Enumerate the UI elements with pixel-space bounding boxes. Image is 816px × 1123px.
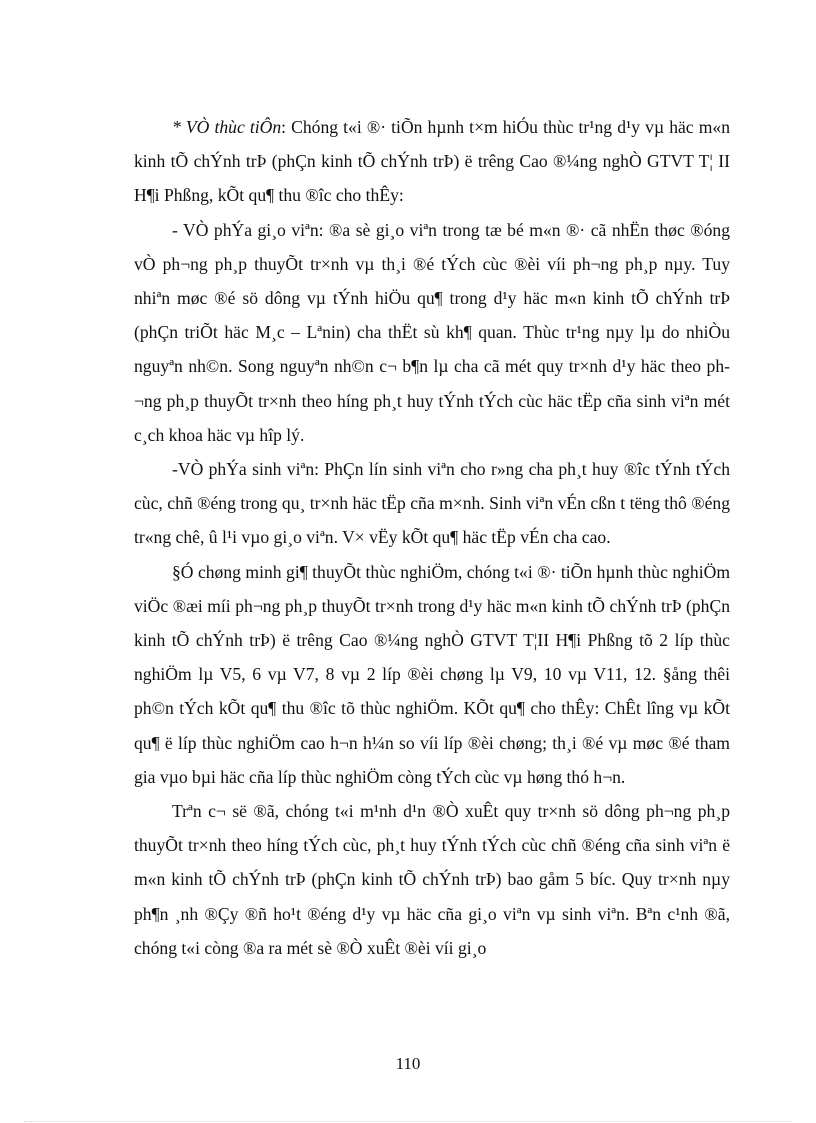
- paragraph-conclusion: Trªn c¬ së ®ã, chóng t«i m¹nh d¹n ®Ò xuÊt quy tr×nh sö dông ph¬ng ph¸p thuyÕt tr×nh theo híng tÝch cùc, ph¸t huy tÝnh tÝch cùc chñ ®éng cña sinh viªn ë m«n kinh tÕ chÝnh trÞ (phÇn kinh tÕ chÝnh trÞ) bao gåm 5 bíc. Quy tr×nh nµy ph¶n ¸nh ®Çy ®ñ ho¹t ®éng d¹y vµ häc cña gi¸o viªn vµ sinh viªn. Bªn c¹nh ®ã, chóng t«i còng ®a ra mét sè ®Ò xuÊt ®èi víi gi¸o: [134, 801, 730, 958]
- paragraph-intro: [134, 110, 730, 213]
- paragraph-teachers: - VÒ phÝa gi¸o viªn: ®a sè gi¸o viªn trong tæ bé m«n ®· cã nhËn thøc ®óng vÒ ph¬ng ph¸p thuyÕt tr×nh vµ th¸i ®é tÝch cùc ®èi víi ph¬ng ph¸p nµy. Tuy nhiªn møc ®é sö dông vµ tÝnh hiÖu qu¶ trong d¹y häc m«n kinh tÕ chÝnh trÞ (phÇn triÕt häc M¸c – Lªnin) cha thËt sù kh¶ quan. Thùc tr¹ng nµy lµ do nhiÒu nguyªn nh©n. Song nguyªn nh©n c¬ b¶n lµ cha cã mét quy tr×nh d¹y häc theo ph¬ng ph¸p thuyÕt tr×nh theo híng ph¸t huy tÝnh tÝch cùc häc tËp cña sinh viªn mét c¸ch khoa häc vµ hîp lý.: [134, 219, 730, 445]
- paragraph-intro-text: : Chóng t«i ®· tiÕn hµnh t×m hiÓu thùc tr¹ng d¹y vµ häc m«n kinh tÕ chÝnh trÞ (phÇn kinh tÕ chÝnh trÞ) ë trêng Cao ®¼ng nghÒ GTVT T¦ II H¶i Phßng, kÕt qu¶ thu ®îc cho thÊy:: [134, 117, 730, 206]
- paragraph-experiment: §Ó chøng minh gi¶ thuyÕt thùc nghiÖm, chóng t«i ®· tiÕn hµnh thùc nghiÖm viÖc ®æi míi ph¬ng ph¸p thuyÕt tr×nh trong d¹y häc m«n kinh tÕ chÝnh trÞ (phÇn kinh tÕ chÝnh trÞ) ë trêng Cao ®¼ng nghÒ GTVT T¦II H¶i Phßng tõ 2 líp thùc nghiÖm lµ V5, 6 vµ V7, 8 vµ 2 líp ®èi chøng lµ V9, 10 vµ V11, 12. §ång thêi ph©n tÝch kÕt qu¶ thu ®îc tõ thùc nghiÖm. KÕt qu¶ cho thÊy: ChÊt lîng vµ kÕt qu¶ ë líp thùc nghiÖm cao h¬n h¼n so víi líp ®èi chøng; th¸i ®é vµ møc ®é tham gia vµo bµi häc cña líp thùc nghiÖm còng tÝch cùc vµ høng thó h¬n.: [134, 561, 730, 787]
- lead-label: * VÒ thùc tiÔn: [172, 117, 282, 137]
- page-number: 110: [395, 1054, 421, 1073]
- paragraph-students: -VÒ phÝa sinh viªn: PhÇn lín sinh viªn cho r»ng cha ph¸t huy ®îc tÝnh tÝch cùc, chñ ®éng trong qu¸ tr×nh häc tËp cña m×nh. Sinh viªn vÉn cßn t tëng thô ®éng tr«ng chê, û l¹i vµo gi¸o viªn. V× vËy kÕt qu¶ häc tËp vÉn cha cao.: [134, 459, 730, 548]
- page-bottom-divider: [24, 1121, 792, 1122]
- body-text: [134, 110, 730, 965]
